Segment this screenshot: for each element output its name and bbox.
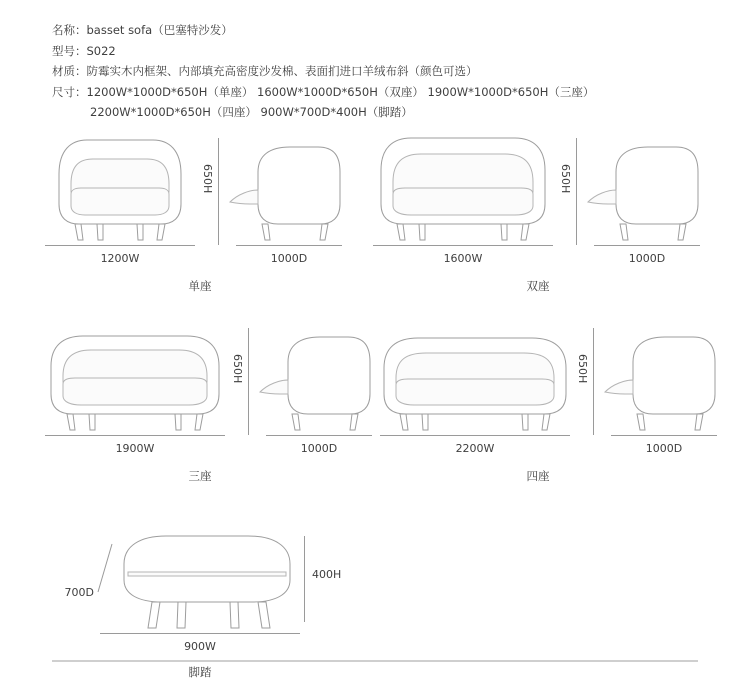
ottoman-depth-label: 700D — [64, 586, 94, 599]
quad-seat-height-line — [593, 328, 594, 435]
product-spec-text — [52, 20, 712, 123]
spec-line-dimensions: 尺寸：1200W*1000D*650H（单座） 1600W*1000D*650H（双座） 1900W*1000D*650H（三座） — [52, 84, 595, 99]
diagram-row-1 — [0, 132, 750, 300]
bottom-divider — [52, 660, 698, 662]
ottoman-height-line — [304, 536, 305, 622]
triple-seat-depth-label: 1000D — [300, 442, 338, 455]
single-seat-height-dimension — [200, 132, 226, 247]
double-seat-depth-label: 1000D — [628, 252, 666, 265]
triple-seat-depth-dimension-line — [266, 435, 372, 436]
double-seat-width-label: 1600W — [443, 252, 483, 265]
double-seat-width-dimension-line — [373, 245, 553, 246]
double-seat-height-label: 650H — [559, 164, 572, 194]
quad-seat-width-label: 2200W — [455, 442, 495, 455]
double-seat-name-label: 双座 — [526, 279, 550, 293]
quad-seat-side-view — [603, 322, 725, 455]
triple-seat-height-label: 650H — [231, 354, 244, 384]
double-seat-side-view — [586, 132, 708, 265]
ottoman-width-dimension-line — [100, 633, 300, 634]
single-seat-front-view — [45, 132, 195, 265]
triple-seat-height-line — [248, 328, 249, 435]
triple-seat-side-view — [258, 322, 380, 455]
triple-seat-front-view — [45, 322, 225, 455]
single-seat-depth-dimension-line — [236, 245, 342, 246]
dimension-diagrams — [0, 132, 750, 678]
quad-seat-depth-label: 1000D — [645, 442, 683, 455]
single-seat-width-label: 1200W — [100, 252, 140, 265]
quad-seat-depth-dimension-line — [611, 435, 717, 436]
single-seat-side-view — [228, 132, 350, 265]
triple-seat-name-label: 三座 — [188, 469, 212, 483]
triple-seat-width-dimension-line — [45, 435, 225, 436]
single-seat-depth-label: 1000D — [270, 252, 308, 265]
quad-seat-width-dimension-line — [380, 435, 570, 436]
quad-seat-front-view — [380, 322, 570, 455]
ottoman-height-label: 400H — [312, 568, 342, 581]
single-seat-name-label: 单座 — [188, 279, 212, 293]
double-seat-height-dimension — [558, 132, 584, 247]
triple-seat-width-label: 1900W — [115, 442, 155, 455]
single-seat-height-label: 650H — [201, 164, 214, 194]
quad-seat-height-dimension — [575, 322, 601, 437]
single-seat-height-line — [218, 138, 219, 245]
double-seat-depth-dimension-line — [594, 245, 700, 246]
quad-seat-height-label: 650H — [576, 354, 589, 384]
triple-seat-height-dimension — [230, 322, 256, 437]
single-seat-width-dimension-line — [45, 245, 195, 246]
ottoman-depth-dimension-line — [96, 544, 116, 594]
spec-line-name: 名称：basset sofa（巴塞特沙发） — [52, 23, 233, 37]
spec-line-model: 型号：S022 — [52, 43, 116, 58]
ottoman-front-view — [118, 528, 298, 638]
quad-seat-name-label: 四座 — [526, 469, 550, 483]
diagram-row-2 — [0, 322, 750, 490]
ottoman-height-dimension — [302, 536, 352, 628]
ottoman-width-label: 900W — [184, 640, 216, 653]
double-seat-height-line — [576, 138, 577, 245]
ottoman-name-label: 脚踏 — [188, 665, 212, 679]
diagram-row-3 — [0, 528, 750, 678]
spec-line-material: 材质：防霉实木内框架、内部填充高密度沙发棉、表面扪进口羊绒布斜（颜色可选） — [52, 64, 478, 78]
double-seat-front-view — [373, 132, 553, 265]
spec-line-dimensions-cont: 2200W*1000D*650H（四座） 900W*700D*400H（脚踏） — [90, 105, 413, 119]
